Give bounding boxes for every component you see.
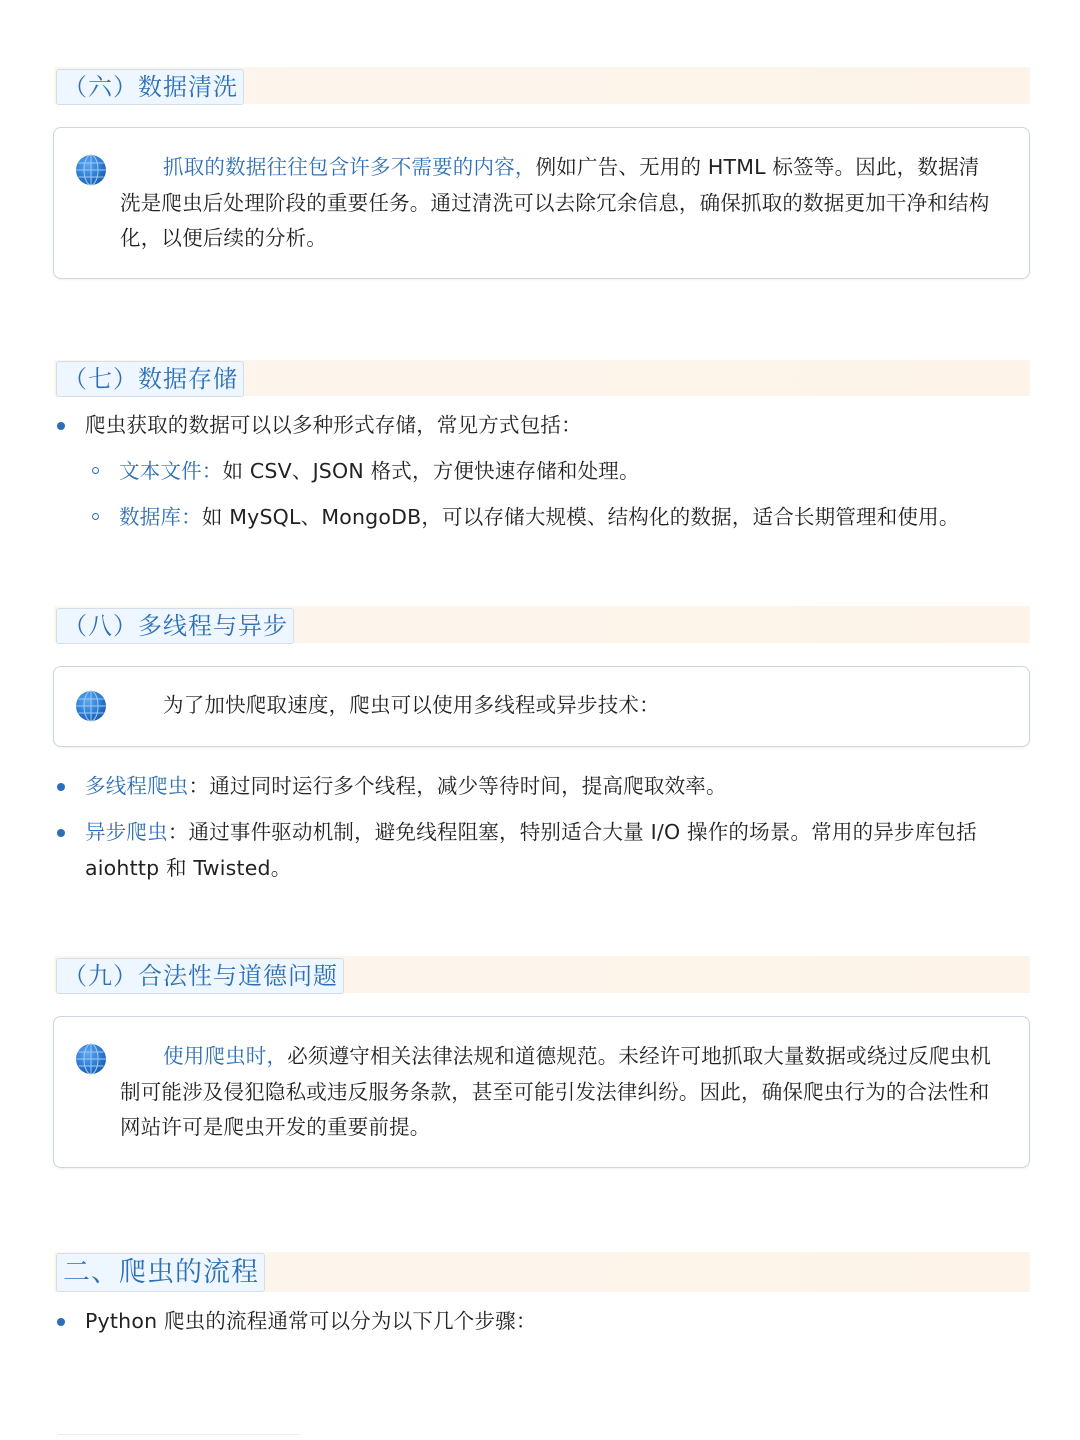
item-desc: ：通过事件驱动机制，避免线程阻塞，特别适合大量 I/O 操作的场景。常用的异步库包括 aiohttp 和 Twisted。	[85, 820, 977, 880]
bullet-ring	[92, 513, 99, 520]
callout-highlight: 抓取的数据往往包含许多不需要的内容，	[163, 155, 536, 179]
bullet-dot	[57, 783, 65, 791]
callout-data-cleaning	[53, 127, 1030, 279]
globe-icon	[75, 1043, 107, 1075]
callout-multithreading	[53, 666, 1030, 747]
item-term: 数据库：	[119, 505, 202, 529]
sub-list-item	[57, 454, 1030, 490]
callout-body: 必须遵守相关法律法规和道德规范。未经许可地抓取大量数据或绕过反爬虫机制可能涉及侵犯隐私或违反服务条款，甚至可能引发法律纠纷。因此，确保爬虫行为的合法性和网站许可是爬虫开发的重要前提。	[120, 1044, 992, 1139]
item-term: 文本文件：	[119, 459, 223, 483]
divider	[58, 1434, 300, 1435]
list-item	[57, 1304, 1030, 1340]
item-term: 异步爬虫	[85, 820, 168, 844]
item-desc: 如 CSV、JSON 格式，方便快速存储和处理。	[222, 459, 640, 483]
section-heading-crawler-process: 二、爬虫的流程	[56, 1253, 265, 1292]
callout-legality	[53, 1016, 1030, 1168]
item-desc: ：通过同时运行多个线程，减少等待时间，提高爬取效率。	[188, 774, 727, 798]
bullet-dot	[57, 1318, 65, 1326]
callout-text: 为了加快爬取速度，爬虫可以使用多线程或异步技术：	[163, 693, 660, 717]
section-heading-data-storage: （七）数据存储	[56, 361, 244, 397]
callout-highlight: 使用爬虫时，	[163, 1044, 288, 1068]
globe-icon	[75, 690, 107, 722]
bullet-text: 爬虫获取的数据可以以多种形式存储，常见方式包括：	[85, 413, 582, 437]
item-desc: 如 MySQL、MongoDB，可以存储大规模、结构化的数据，适合长期管理和使用。	[201, 505, 960, 529]
item-term: 多线程爬虫	[85, 774, 189, 798]
section-heading-data-cleaning: （六）数据清洗	[56, 69, 244, 105]
list-item	[57, 815, 1030, 887]
bullet-dot	[57, 829, 65, 837]
bullet-text: Python 爬虫的流程通常可以分为以下几个步骤：	[85, 1309, 537, 1333]
bullet-dot	[57, 422, 65, 430]
list-item	[57, 769, 1030, 805]
bullet-ring	[92, 467, 99, 474]
section-heading-legality-ethics: （九）合法性与道德问题	[56, 958, 344, 994]
list-item	[57, 408, 1030, 444]
globe-icon	[75, 154, 107, 186]
callout-text	[120, 1039, 999, 1146]
callout-text	[120, 150, 999, 257]
callout-body: 例如广告、无用的 HTML 标签等。因此，数据清洗是爬虫后处理阶段的重要任务。通过清洗可以去除冗余信息，确保抓取的数据更加干净和结构化，以便后续的分析。	[120, 155, 990, 250]
section-heading-multithreading: （八）多线程与异步	[56, 608, 294, 644]
sub-list-item	[57, 500, 1030, 536]
